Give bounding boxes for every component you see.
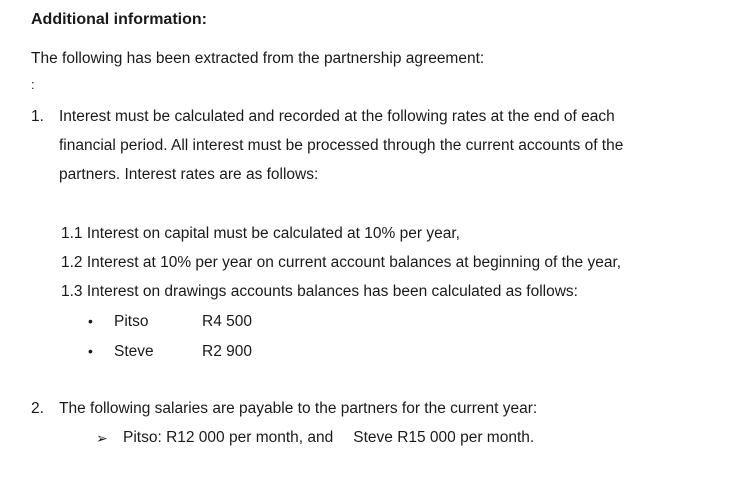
item-1-line-1: Interest must be calculated and recorded at the following rates at the end of each	[59, 108, 615, 125]
bullet-value-steve: R2 900	[202, 343, 252, 360]
subitem-1-2: 1.2 Interest at 10% per year on current account balances at beginning of the year,	[61, 254, 622, 271]
subitem-1-3: 1.3 Interest on drawings accounts balances has been calculated as follows:	[61, 283, 578, 300]
item-1-number: 1.	[31, 108, 44, 125]
item-2-number: 2.	[31, 400, 44, 417]
arrow-bullet-icon: ➢	[96, 430, 108, 446]
intro-text: The following has been extracted from the partnership agreement:	[31, 50, 485, 67]
salary-pitso: Pitso: R12 000 per month, and	[123, 429, 334, 446]
bullet-name-pitso: Pitso	[114, 313, 149, 330]
salary-steve: Steve R15 000 per month.	[353, 429, 535, 446]
bullet-icon: •	[88, 313, 93, 329]
item-2-text: The following salaries are payable to the partners for the current year:	[59, 400, 538, 417]
item-1-line-3: partners. Interest rates are as follows:	[59, 166, 319, 183]
section-heading: Additional information:	[31, 11, 207, 28]
subitem-1-1: 1.1 Interest on capital must be calculated at 10% per year,	[61, 225, 460, 242]
bullet-value-pitso: R4 500	[202, 313, 252, 330]
item-1-line-2: financial period. All interest must be processed through the current accounts of the	[59, 137, 624, 154]
bullet-name-steve: Steve	[114, 343, 154, 360]
item-2-salary-line	[123, 429, 534, 447]
colon-mark: :	[31, 77, 35, 92]
bullet-icon: •	[88, 343, 93, 359]
